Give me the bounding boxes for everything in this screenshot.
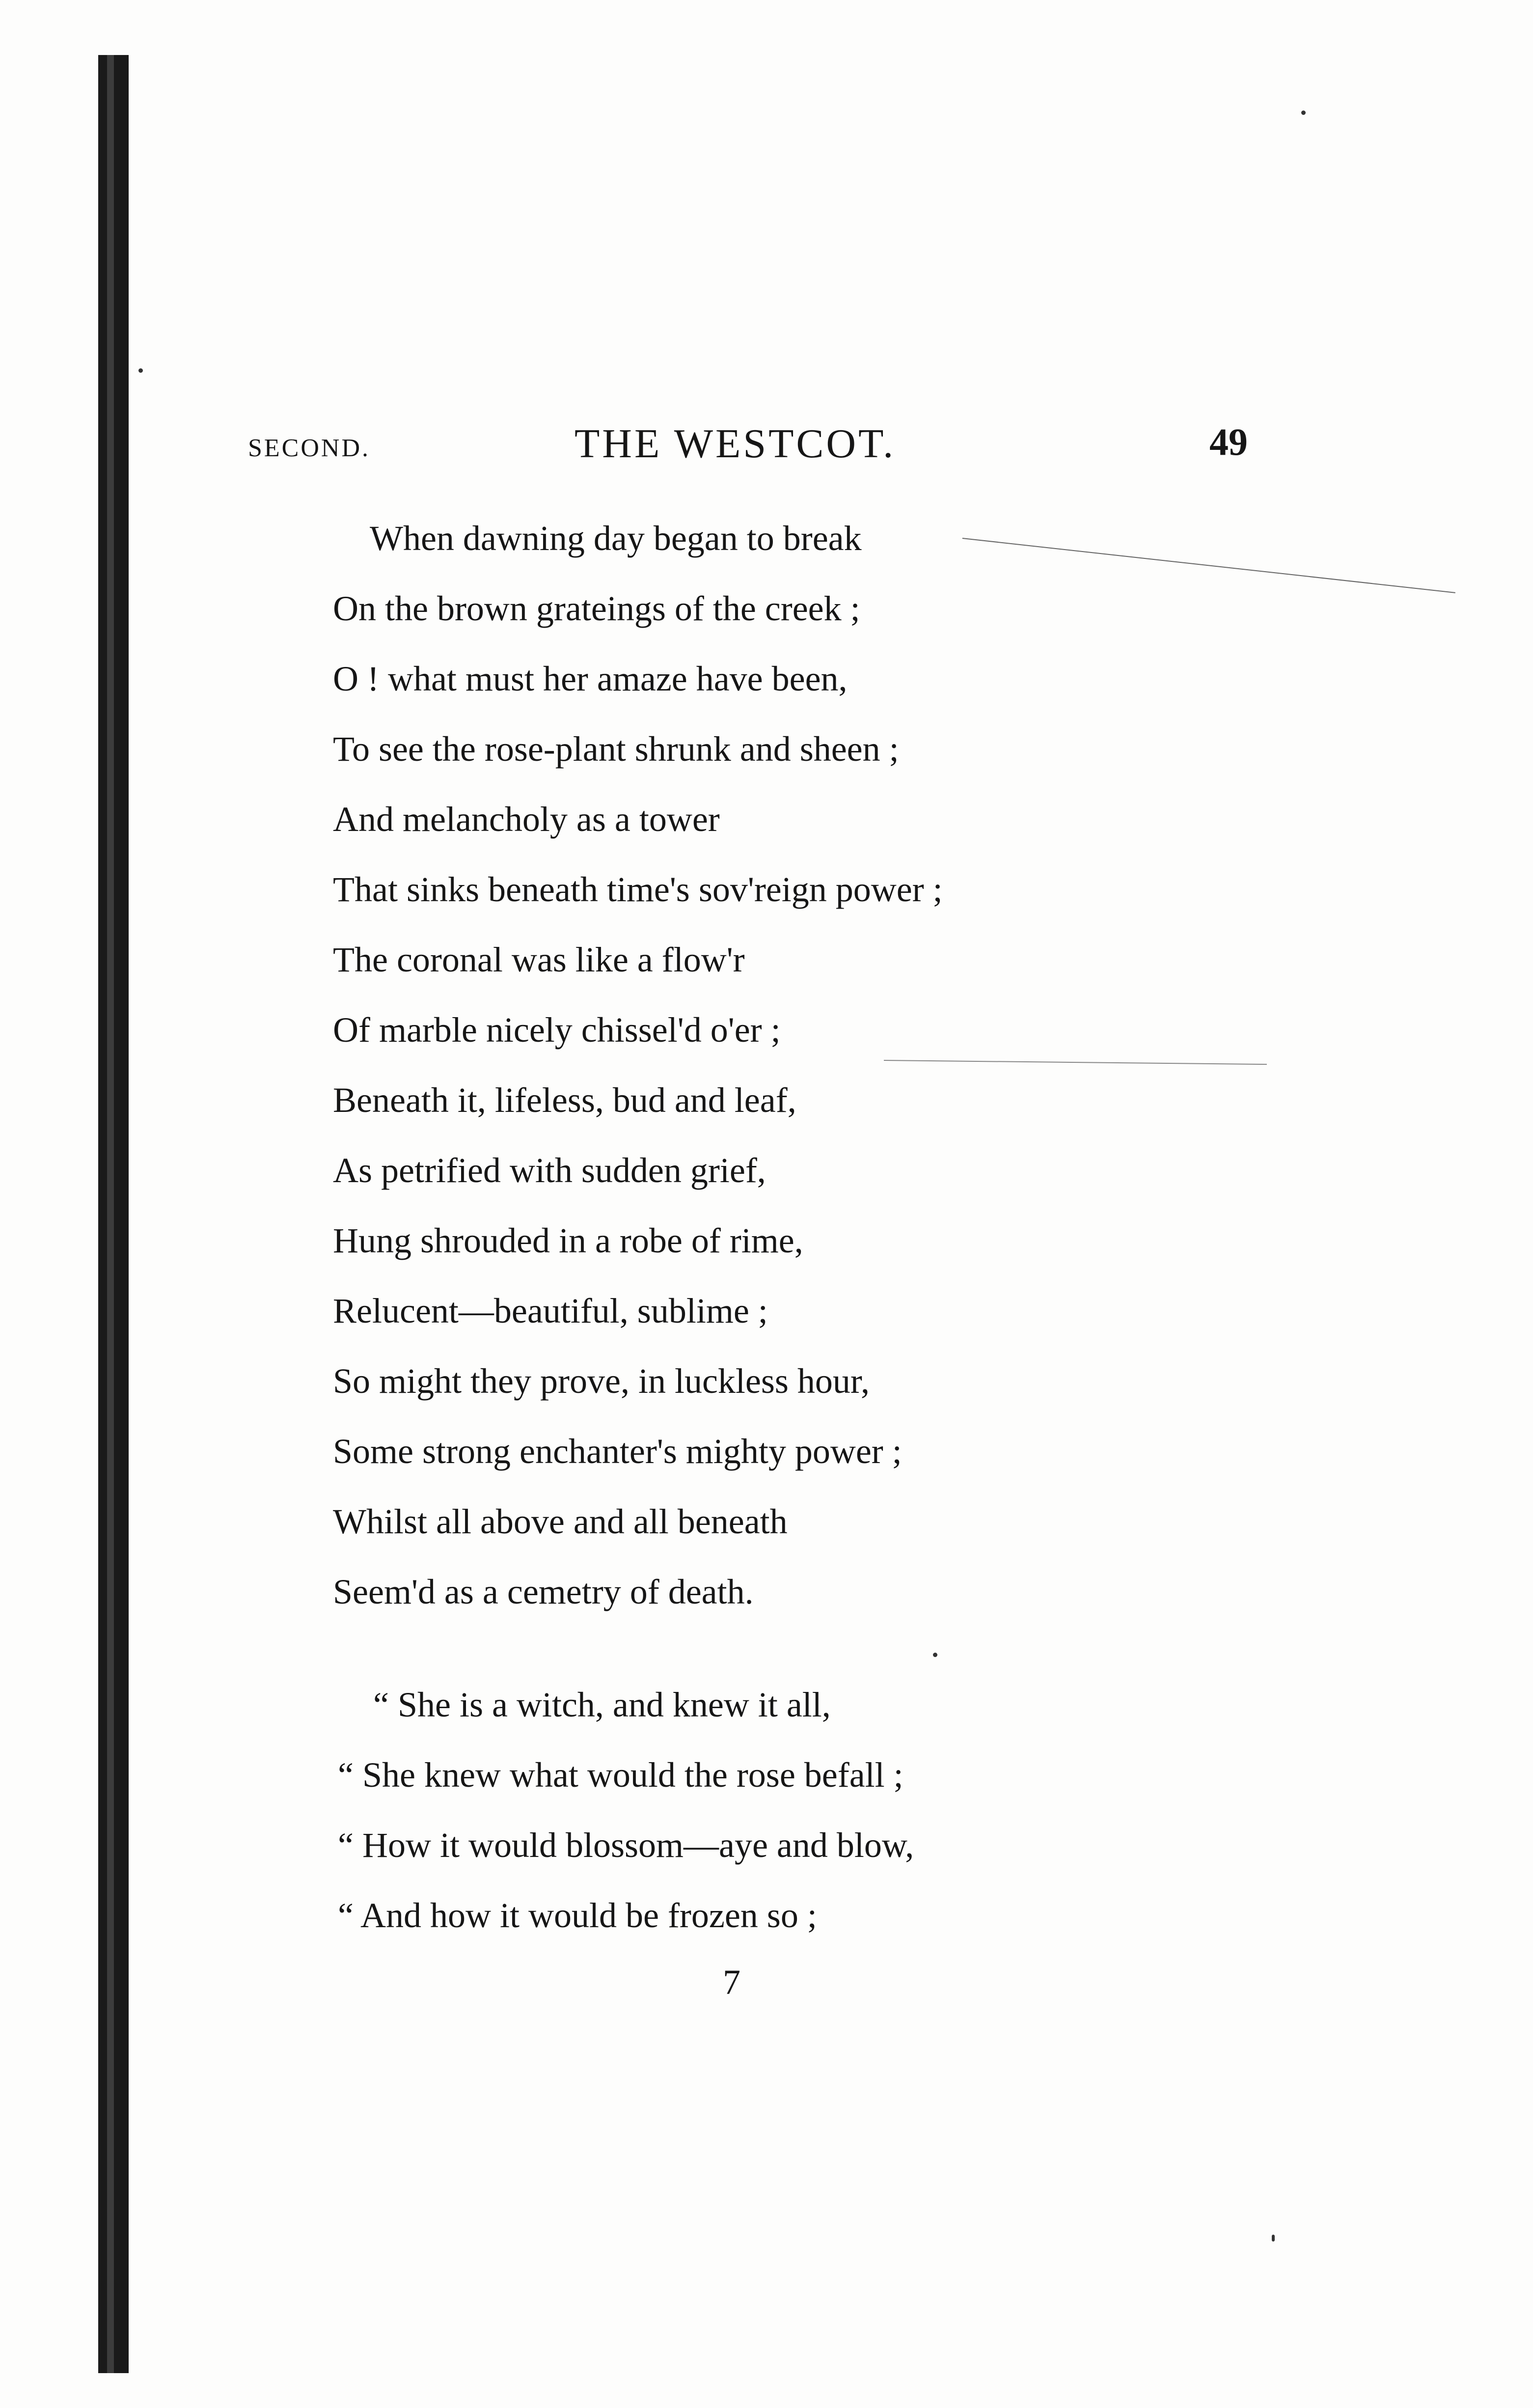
- stray-speck: [1272, 2235, 1275, 2242]
- poem-line: “ And how it would be frozen so ;: [338, 1896, 817, 1935]
- poem-line: O ! what must her amaze have been,: [333, 659, 848, 698]
- stray-mark: [884, 1060, 1267, 1065]
- poem-line: On the brown grateings of the creek ;: [333, 589, 860, 628]
- signature-mark: 7: [723, 1963, 740, 2002]
- poem-line: “ How it would blossom—aye and blow,: [338, 1826, 914, 1865]
- poem-line: Relucent—beautiful, sublime ;: [333, 1291, 768, 1330]
- section-label: SECOND.: [248, 434, 371, 462]
- binding-edge: [98, 55, 129, 2373]
- poem-line: Beneath it, lifeless, bud and leaf,: [333, 1080, 796, 1120]
- poem-line: As petrified with sudden grief,: [333, 1151, 766, 1190]
- poem-line: When dawning day began to break: [370, 519, 862, 558]
- poem-line: “ She is a witch, and knew it all,: [373, 1685, 831, 1724]
- poem-line: The coronal was like a flow'r: [333, 940, 745, 979]
- poem-line: Some strong enchanter's mighty power ;: [333, 1432, 902, 1471]
- stray-speck: [138, 368, 143, 373]
- poem-line: Hung shrouded in a robe of rime,: [333, 1221, 803, 1260]
- stray-mark: [962, 538, 1455, 593]
- stray-speck: [933, 1653, 937, 1657]
- running-head: [0, 420, 1533, 474]
- running-title: THE WESTCOT.: [575, 421, 896, 467]
- poem-line: “ She knew what would the rose befall ;: [338, 1755, 903, 1795]
- poem-line: To see the rose-plant shrunk and sheen ;: [333, 729, 899, 769]
- page-number: 49: [1209, 420, 1248, 463]
- poem-line: And melancholy as a tower: [333, 800, 720, 839]
- poem-line: Seem'd as a cemetry of death.: [333, 1572, 754, 1611]
- poem-line: So might they prove, in luckless hour,: [333, 1361, 870, 1401]
- poem-line: That sinks beneath time's sov'reign power ;: [333, 870, 943, 909]
- poem-line: Whilst all above and all beneath: [333, 1502, 788, 1541]
- stray-speck: [1301, 111, 1306, 115]
- poem-line: Of marble nicely chissel'd o'er ;: [333, 1010, 781, 1050]
